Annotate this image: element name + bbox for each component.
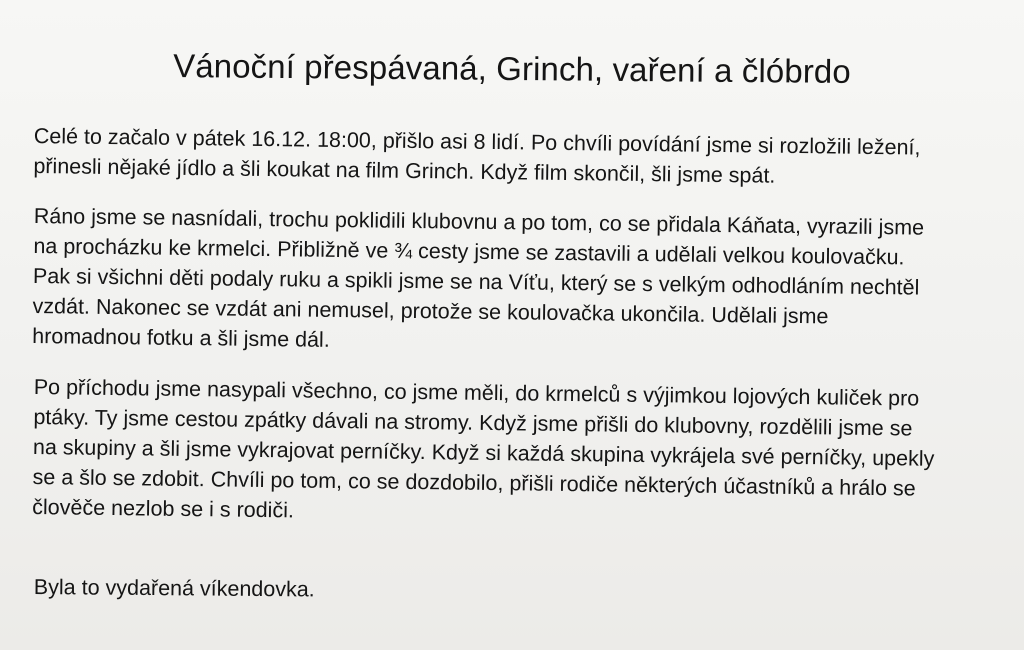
paragraph-line: Byla to vydařená víkendovka. [33,574,315,602]
paragraph-line: hromadnou fotku a šli jsme dál. [32,323,330,352]
paragraph-line: Ráno jsme se nasnídali, trochu poklidili klubovnu a po tom, co se přidala Káňata, vyrazili jsme [33,203,925,240]
paragraph-line: přinesli nějaké jídlo a šli koukat na film Grinch. Když film skončil, šli jsme spát. [33,153,776,188]
paragraph-line: Po příchodu jsme nasypali všechno, co jsme měli, do krmelců s výjimkou lojových kuliček pro [33,374,920,411]
paragraph-line: se a šlo se zdobit. Chvíli po tom, co se dozdobilo, přišli rodiče některých účastníků a hrálo se [32,464,916,501]
paragraph-1 [33,121,994,194]
paragraph-line: na skupiny a šli jsme vykrajovat perníčky. Když si každá skupina vykrájela své perníčky, upekly [32,434,935,471]
document-title: Vánoční přespávaná, Grinch, vaření a člóbrdo [173,47,851,90]
paragraph-2 [32,201,994,364]
paragraph-line: člověče nezlob se i s rodiči. [32,494,295,523]
paragraph-line: Pak si všichni děti podaly ruku a spikli jsme se na Víťu, který se s velkým odhodláním nechtěl [32,263,920,300]
paragraph-line: Celé to začalo v pátek 16.12. 18:00, přišlo asi 8 lidí. Po chvíli povídání jsme si rozložili ležení, [33,123,921,160]
paragraph-line: ptáky. Ty jsme cestou zpátky dávali na stromy. Když jsme přišli do klubovny, rozdělili jsme se [33,404,913,441]
paragraph-3 [32,372,994,535]
paragraph-line: vzdát. Nakonec se vzdát ani nemusel, protože se koulovačka ukončila. Udělali jsme [32,293,829,329]
paragraph-line: na procházku ke krmelci. Přibližně ve ¾ cesty jsme se zastavili a udělali velkou koulovačku. [33,233,905,270]
paragraph-4 [34,572,994,610]
